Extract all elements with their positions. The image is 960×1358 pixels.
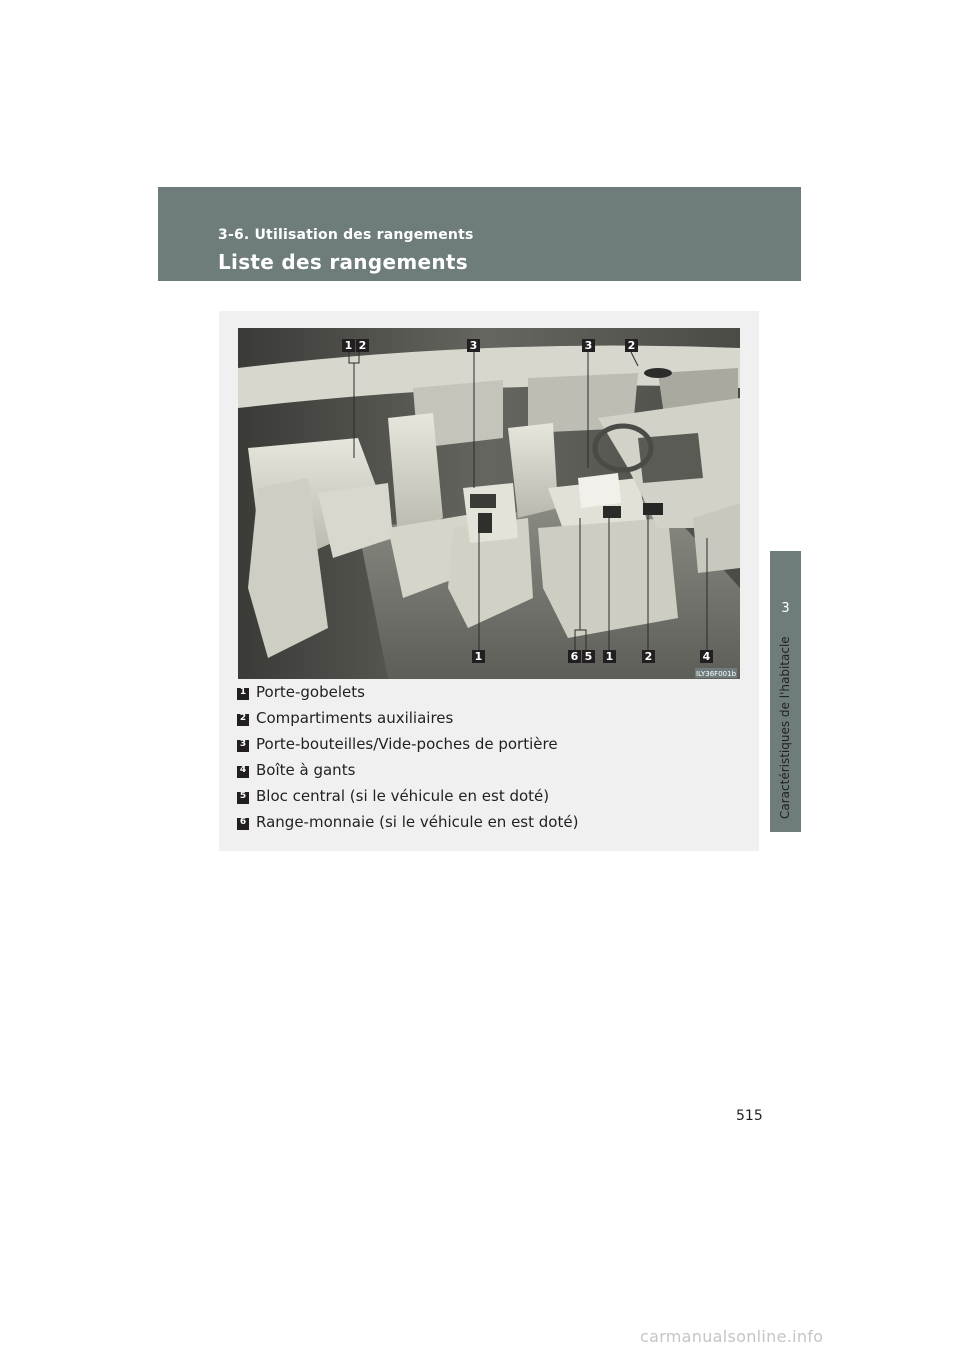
callout-1-bottom-right (603, 650, 616, 663)
callout-1-top (342, 339, 355, 352)
svg-text:3: 3 (469, 339, 478, 352)
svg-text:4: 4 (702, 650, 711, 663)
callout-2-top-right (625, 339, 638, 352)
svg-text:6: 6 (570, 650, 579, 663)
page-title: Liste des rangements (218, 250, 468, 274)
callout-1-bottom-left (472, 650, 485, 663)
legend-text: Boîte à gants (256, 761, 356, 779)
svg-text:2: 2 (627, 339, 636, 352)
callout-4-bottom (700, 650, 713, 663)
svg-text:5: 5 (584, 650, 593, 663)
number-marker-icon (237, 792, 249, 804)
callout-6-bottom (568, 650, 581, 663)
callout-2-top (356, 339, 369, 352)
legend-text: Porte-bouteilles/Vide-poches de portière (256, 735, 558, 753)
svg-text:1: 1 (605, 650, 614, 663)
chapter-tab-label: Caractéristiques de l'habitacle (778, 636, 792, 820)
legend-text: Range-monnaie (si le véhicule en est doté) (256, 813, 579, 831)
page-number: 515 (736, 1108, 763, 1124)
vehicle-interior-illustration (238, 328, 740, 679)
section-title: 3-6. Utilisation des rangements (218, 227, 474, 243)
figure-panel (219, 311, 759, 851)
svg-text:2: 2 (644, 650, 653, 663)
number-marker-icon (237, 818, 249, 830)
number-marker-icon (237, 766, 249, 778)
chapter-header (158, 187, 801, 281)
legend-text: Compartiments auxiliaires (256, 709, 454, 727)
image-code: ILY36F001b (695, 670, 737, 678)
svg-text:2: 2 (358, 339, 367, 352)
legend-text: Bloc central (si le véhicule en est doté) (256, 787, 550, 805)
callout-5-bottom (582, 650, 595, 663)
number-marker-icon (237, 714, 249, 726)
callout-3-top-left (467, 339, 480, 352)
svg-text:1: 1 (474, 650, 483, 663)
callout-3-top-right (582, 339, 595, 352)
watermark-text[interactable]: carmanualsonline.info (640, 1327, 824, 1346)
callout-2-bottom (642, 650, 655, 663)
svg-text:1: 1 (344, 339, 353, 352)
number-marker-icon (237, 740, 249, 752)
legend-text: Porte-gobelets (256, 683, 365, 701)
chapter-tab-number: 3 (781, 601, 790, 616)
svg-text:3: 3 (584, 339, 593, 352)
number-marker-icon (237, 688, 249, 700)
